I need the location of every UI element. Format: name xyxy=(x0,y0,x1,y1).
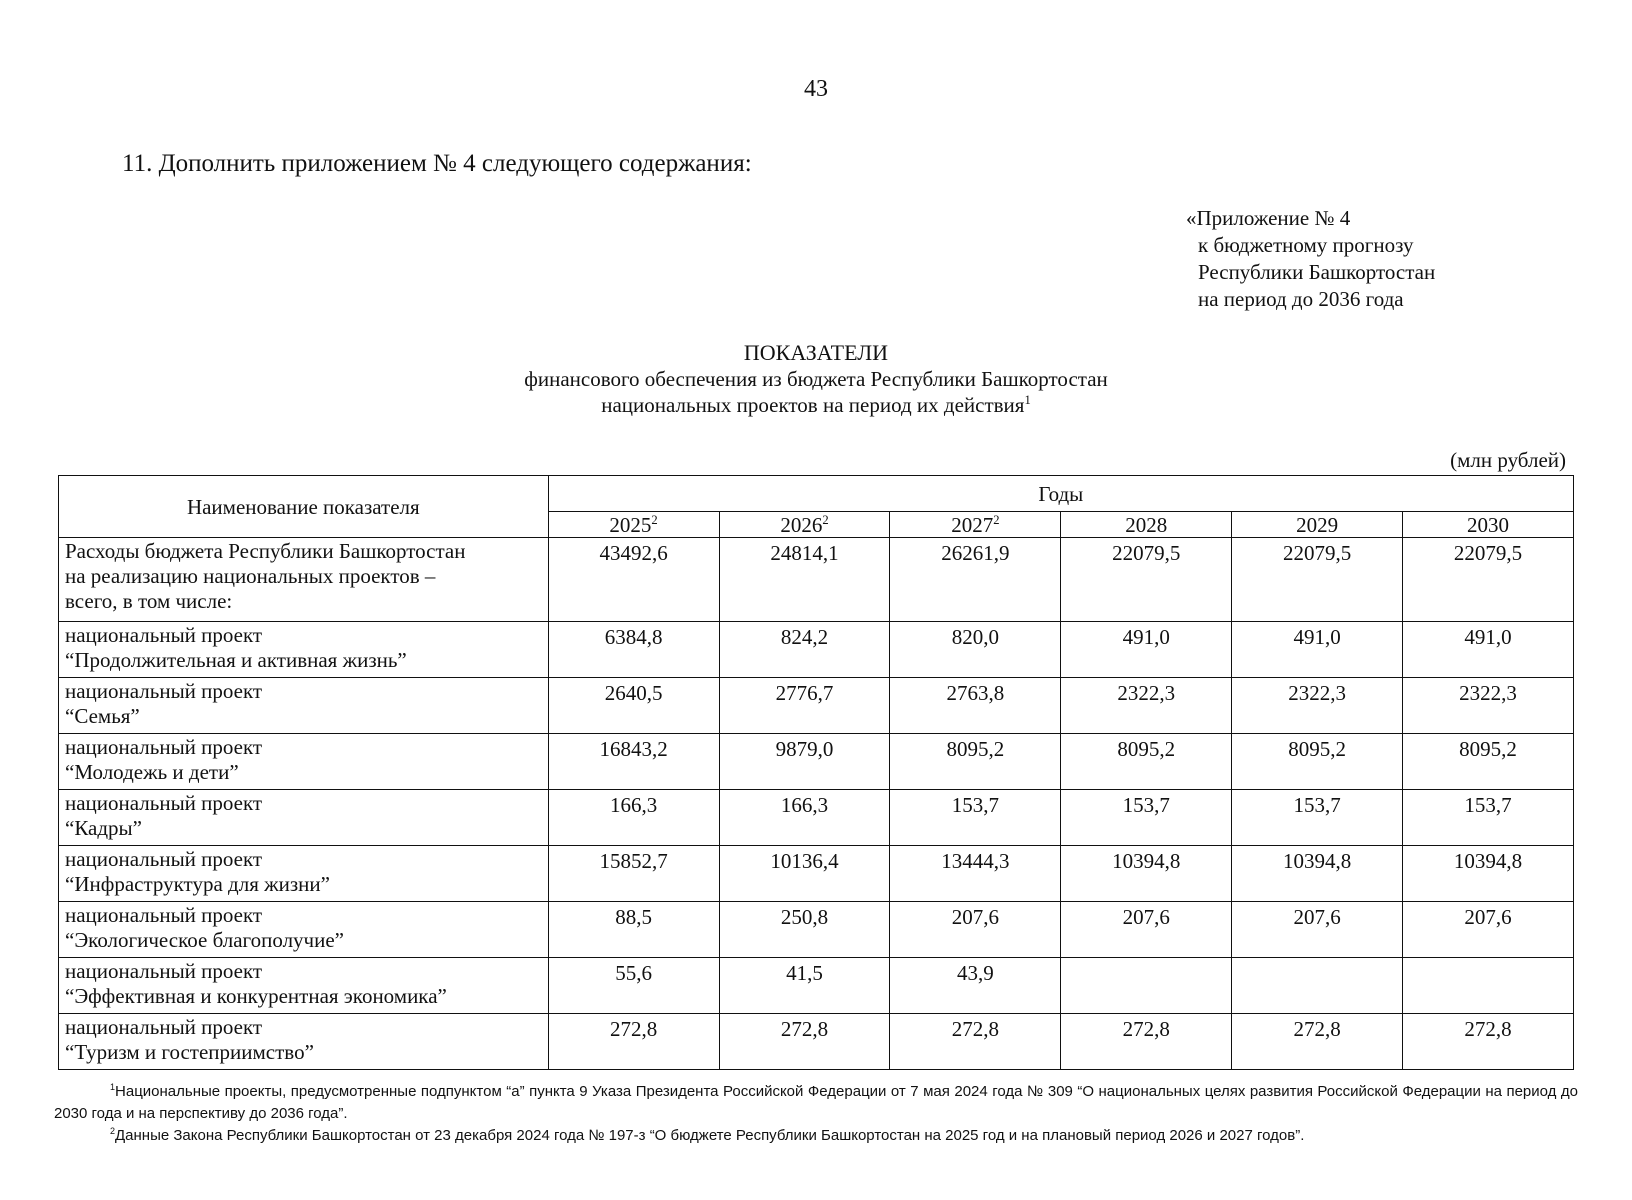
year-label: 2025 xyxy=(609,512,652,537)
value-cell: 820,0 xyxy=(890,622,1061,678)
project-title: “Продолжительная и активная жизнь” xyxy=(65,648,407,672)
indicator-name-line: Расходы бюджета Республики Башкортостан xyxy=(65,539,466,563)
project-title: “Семья” xyxy=(65,704,140,728)
appendix-line: Республики Башкортостан xyxy=(1198,260,1436,284)
project-title: “Эффективная и конкурентная экономика” xyxy=(65,984,447,1008)
footnote xyxy=(54,1125,1578,1147)
value-cell: 153,7 xyxy=(1232,790,1403,846)
value-cell: 2322,3 xyxy=(1061,678,1232,734)
value-cell: 166,3 xyxy=(548,790,719,846)
indicator-name xyxy=(59,538,549,622)
value-cell: 26261,9 xyxy=(890,538,1061,622)
value-cell: 43492,6 xyxy=(548,538,719,622)
value-cell: 8095,2 xyxy=(1232,734,1403,790)
title-line-3-text: национальных проектов на период их действия xyxy=(601,393,1025,417)
value-cell: 272,8 xyxy=(548,1014,719,1070)
indicator-name xyxy=(59,1014,549,1070)
value-cell xyxy=(1232,958,1403,1014)
value-cell: 6384,8 xyxy=(548,622,719,678)
indicator-name-line: национальный проект xyxy=(65,623,263,647)
year-label: 2027 xyxy=(951,512,994,537)
value-cell: 55,6 xyxy=(548,958,719,1014)
value-cell: 22079,5 xyxy=(1403,538,1574,622)
year-label: 2030 xyxy=(1467,512,1510,537)
value-cell: 10136,4 xyxy=(719,846,890,902)
table-row xyxy=(59,622,1574,678)
value-cell: 9879,0 xyxy=(719,734,890,790)
table-row xyxy=(59,734,1574,790)
value-cell: 207,6 xyxy=(1403,902,1574,958)
value-cell: 207,6 xyxy=(1232,902,1403,958)
value-cell: 824,2 xyxy=(719,622,890,678)
indicator-name-line: национальный проект xyxy=(65,959,263,983)
footnote-text: Данные Закона Республики Башкортостан от 23 декабря 2024 года № 197-з “О бюджете Республики Башкортостан на 2025 год и на плановый период 2026 и 2027 годов”. xyxy=(115,1127,1305,1144)
value-cell: 272,8 xyxy=(719,1014,890,1070)
financing-table xyxy=(58,475,1574,1070)
table-row xyxy=(59,902,1574,958)
appendix-line: «Приложение № 4 xyxy=(1186,206,1351,230)
value-cell xyxy=(1403,958,1574,1014)
value-cell: 15852,7 xyxy=(548,846,719,902)
footnote-ref: 2 xyxy=(651,512,658,527)
value-cell: 8095,2 xyxy=(1061,734,1232,790)
value-cell: 10394,8 xyxy=(1403,846,1574,902)
table-row xyxy=(59,790,1574,846)
value-cell: 491,0 xyxy=(1232,622,1403,678)
project-title: “Экологическое благополучие” xyxy=(65,928,344,952)
footnote-ref: 2 xyxy=(822,512,829,527)
footnote-ref: 2 xyxy=(993,512,1000,527)
intro-text: 11. Дополнить приложением № 4 следующего содержания: xyxy=(122,150,752,177)
title-line-3 xyxy=(0,392,1632,418)
appendix-header xyxy=(1186,205,1435,313)
table-row xyxy=(59,1014,1574,1070)
indicator-name xyxy=(59,790,549,846)
value-cell: 88,5 xyxy=(548,902,719,958)
value-cell: 272,8 xyxy=(890,1014,1061,1070)
footnote-mark: 1 xyxy=(110,1082,116,1092)
title-line-1: ПОКАЗАТЕЛИ xyxy=(743,340,889,365)
year-label: 2029 xyxy=(1296,512,1339,537)
units-label: (млн рублей) xyxy=(1450,448,1566,472)
indicator-name-line: национальный проект xyxy=(65,679,263,703)
value-cell: 2640,5 xyxy=(548,678,719,734)
page-number: 43 xyxy=(804,76,828,102)
indicator-name-line: национальный проект xyxy=(65,847,263,871)
name-column-header: Наименование показателя xyxy=(59,476,549,538)
value-cell: 272,8 xyxy=(1232,1014,1403,1070)
footnote-mark: 2 xyxy=(110,1126,116,1136)
indicator-name xyxy=(59,678,549,734)
footnote-ref: 1 xyxy=(1024,393,1031,407)
value-cell: 22079,5 xyxy=(1061,538,1232,622)
indicator-name-line: национальный проект xyxy=(65,735,263,759)
table-row xyxy=(59,846,1574,902)
appendix-line: на период до 2036 года xyxy=(1198,287,1404,311)
project-title: “Молодежь и дети” xyxy=(65,760,239,784)
indicator-name xyxy=(59,902,549,958)
indicator-name xyxy=(59,734,549,790)
year-header xyxy=(890,512,1061,538)
value-cell: 272,8 xyxy=(1403,1014,1574,1070)
footnotes xyxy=(54,1081,1578,1147)
value-cell: 13444,3 xyxy=(890,846,1061,902)
indicator-name-line: национальный проект xyxy=(65,1015,263,1039)
value-cell: 491,0 xyxy=(1403,622,1574,678)
table-row xyxy=(59,958,1574,1014)
year-label: 2026 xyxy=(780,512,823,537)
project-title: “Кадры” xyxy=(65,816,142,840)
value-cell: 207,6 xyxy=(890,902,1061,958)
value-cell: 2763,8 xyxy=(890,678,1061,734)
table-row xyxy=(59,678,1574,734)
years-header: Годы xyxy=(548,476,1573,512)
year-header xyxy=(1403,512,1574,538)
value-cell: 153,7 xyxy=(890,790,1061,846)
title-line-2: финансового обеспечения из бюджета Республики Башкортостан xyxy=(524,367,1108,391)
value-cell: 207,6 xyxy=(1061,902,1232,958)
value-cell: 8095,2 xyxy=(890,734,1061,790)
value-cell: 8095,2 xyxy=(1403,734,1574,790)
indicator-name-line: на реализацию национальных проектов – xyxy=(65,564,436,588)
year-header xyxy=(548,512,719,538)
project-title: “Инфраструктура для жизни” xyxy=(65,872,330,896)
project-title: “Туризм и гостеприимство” xyxy=(65,1040,314,1064)
value-cell: 24814,1 xyxy=(719,538,890,622)
value-cell: 153,7 xyxy=(1403,790,1574,846)
footnote-text: Национальные проекты, предусмотренные подпунктом “а” пункта 9 Указа Президента Российской Федерации от 7 мая 2024 года № 309 “О национальных целях развития Российской Федерации на период до 2030 года и на перспективу до 2036 года”. xyxy=(54,1083,1578,1122)
value-cell: 153,7 xyxy=(1061,790,1232,846)
value-cell: 2776,7 xyxy=(719,678,890,734)
indicator-name-line: всего, в том числе: xyxy=(65,589,233,613)
value-cell: 22079,5 xyxy=(1232,538,1403,622)
value-cell: 166,3 xyxy=(719,790,890,846)
table-row-total xyxy=(59,538,1574,622)
value-cell: 2322,3 xyxy=(1403,678,1574,734)
value-cell: 16843,2 xyxy=(548,734,719,790)
indicator-name xyxy=(59,958,549,1014)
value-cell: 2322,3 xyxy=(1232,678,1403,734)
value-cell: 491,0 xyxy=(1061,622,1232,678)
value-cell: 250,8 xyxy=(719,902,890,958)
indicator-name-line: национальный проект xyxy=(65,903,263,927)
year-header xyxy=(719,512,890,538)
value-cell: 43,9 xyxy=(890,958,1061,1014)
indicator-name-line: национальный проект xyxy=(65,791,263,815)
appendix-line: к бюджетному прогнозу xyxy=(1198,233,1414,257)
value-cell: 41,5 xyxy=(719,958,890,1014)
indicator-name xyxy=(59,622,549,678)
year-label: 2028 xyxy=(1125,512,1168,537)
year-header xyxy=(1061,512,1232,538)
value-cell: 10394,8 xyxy=(1061,846,1232,902)
document-title xyxy=(0,340,1632,418)
footnote xyxy=(54,1081,1578,1125)
indicator-name xyxy=(59,846,549,902)
value-cell xyxy=(1061,958,1232,1014)
value-cell: 10394,8 xyxy=(1232,846,1403,902)
value-cell: 272,8 xyxy=(1061,1014,1232,1070)
year-header xyxy=(1232,512,1403,538)
